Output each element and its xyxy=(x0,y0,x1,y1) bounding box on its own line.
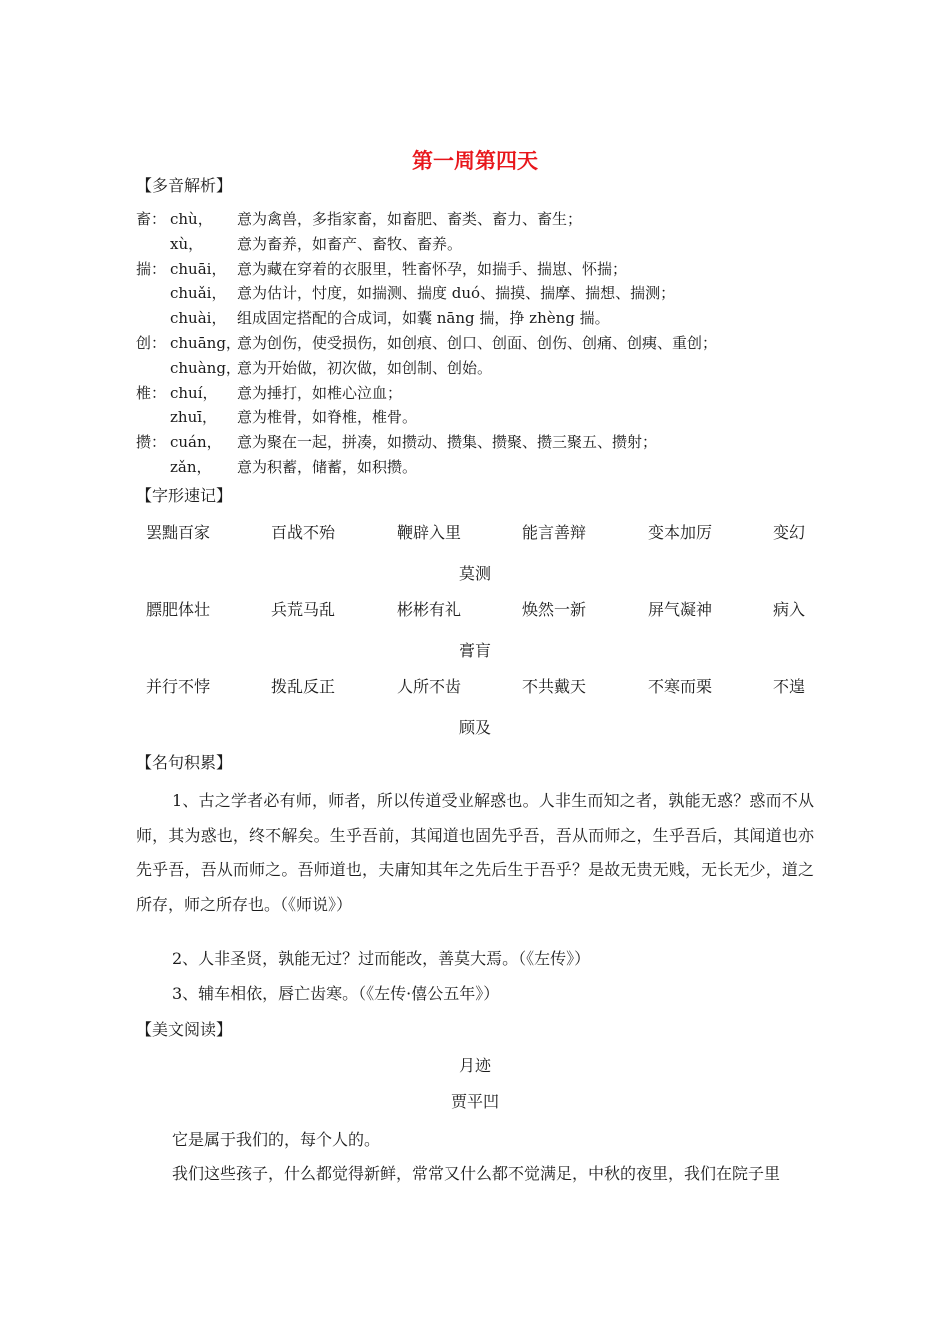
polyphone-meaning: 意为聚在一起，拼凑，如攒动、攒集、攒聚、攒三聚五、攒射； xyxy=(237,433,658,452)
idiom-item: 不共戴天 xyxy=(522,677,587,696)
polyphone-meaning: 意为藏在穿着的衣服里，牲畜怀孕，如揣手、揣崽、怀揣； xyxy=(237,259,628,278)
quote-1: 1、古之学者必有师，师者，所以传道受业解惑也。人非生而知之者，孰能无惑？惑而不从师，其为惑也，终不解矣。生乎吾前，其闻道也固先乎吾，吾从而师之，生乎吾后，其闻道也亦先乎吾，吾从而师之。吾师道也，夫庸知其年之先后生于吾乎？是故无贵无贱，无长无少，道之所存，师之所存也。（《师说》） xyxy=(136,791,814,914)
section-heading-polyphone: 【多音解析】 xyxy=(136,176,233,195)
polyphone-meaning: 意为禽兽，多指家畜，如畜肥、畜类、畜力、畜生； xyxy=(237,210,583,228)
polyphone-pinyin: chuāi， xyxy=(170,259,227,278)
article-author: 贾平凹 xyxy=(450,1092,499,1111)
page-title: 第一周第四天 xyxy=(412,148,538,173)
idiom-item: 罢黜百家 xyxy=(146,523,211,542)
section-heading-glyph: 【字形速记】 xyxy=(136,486,233,505)
polyphone-char: 畜： xyxy=(136,210,167,228)
idiom-item: 鞭辟入里 xyxy=(397,523,462,542)
polyphone-meaning: 意为创伤，使受损伤，如创痕、创口、创面、创伤、创痛、创痍、重创； xyxy=(237,334,718,352)
polyphone-pinyin: cuán， xyxy=(170,433,222,452)
polyphone-meaning: 意为畜养，如畜产、畜牧、畜养。 xyxy=(237,234,463,253)
quote-2: 2、人非圣贤，孰能无过？过而能改，善莫大焉。（《左传》） xyxy=(172,949,591,968)
idiom-item: 不寒而栗 xyxy=(648,677,713,696)
polyphone-pinyin: chuài， xyxy=(170,309,227,328)
polyphone-pinyin: zhuī， xyxy=(170,408,218,427)
polyphone-pinyin: chuǎi， xyxy=(170,284,227,303)
idiom-item: 能言善辩 xyxy=(522,523,587,542)
article-title: 月迹 xyxy=(458,1056,491,1075)
idiom-item: 屏气凝神 xyxy=(648,600,713,619)
idiom-item: 兵荒马乱 xyxy=(271,600,336,619)
polyphone-meaning: 意为捶打，如椎心泣血； xyxy=(237,383,403,402)
idiom-item: 不遑 xyxy=(773,677,806,696)
idiom-item: 百战不殆 xyxy=(271,523,336,542)
idiom-item: 人所不齿 xyxy=(397,677,462,696)
polyphone-pinyin: chuàng， xyxy=(170,358,241,377)
idiom-item: 变幻 xyxy=(773,523,806,542)
polyphone-meaning: 意为开始做，初次做，如创制、创始。 xyxy=(237,358,493,377)
polyphone-meaning: 意为积蓄，储蓄，如积攒。 xyxy=(237,458,418,476)
quote-3: 3、辅车相依，唇亡齿寒。（《左传·僖公五年》） xyxy=(172,984,500,1003)
polyphone-char: 攒： xyxy=(136,433,167,452)
article-paragraph: 它是属于我们的，每个人的。 xyxy=(172,1130,381,1149)
polyphone-meaning: 意为椎骨，如脊椎，椎骨。 xyxy=(237,408,418,427)
idiom-item-wrap: 顾及 xyxy=(458,718,491,737)
polyphone-char: 椎： xyxy=(136,383,167,402)
polyphone-pinyin: chuāng， xyxy=(170,334,241,352)
idiom-item: 膘肥体壮 xyxy=(146,600,211,619)
idiom-item: 病入 xyxy=(773,600,806,619)
idiom-item: 彬彬有礼 xyxy=(397,600,462,619)
polyphone-char: 揣： xyxy=(136,259,167,278)
section-heading-quotes: 【名句积累】 xyxy=(136,753,233,772)
polyphone-pinyin: zǎn， xyxy=(170,458,212,476)
idiom-item: 拨乱反正 xyxy=(271,677,336,696)
polyphone-pinyin: chuí， xyxy=(170,383,218,402)
polyphone-meaning: 组成固定搭配的合成词，如囊 nāng 揣，挣 zhèng 揣。 xyxy=(237,309,610,328)
polyphone-char: 创： xyxy=(136,334,167,352)
polyphone-pinyin: chù， xyxy=(170,210,213,228)
idiom-item: 并行不悖 xyxy=(146,677,211,696)
section-heading-reading: 【美文阅读】 xyxy=(136,1020,233,1039)
idiom-item: 焕然一新 xyxy=(522,600,587,619)
idiom-item-wrap: 膏肓 xyxy=(458,641,491,660)
polyphone-meaning: 意为估计，忖度，如揣测、揣度 duó、揣摸、揣摩、揣想、揣测； xyxy=(237,284,676,303)
idiom-item-wrap: 莫测 xyxy=(458,564,491,583)
article-paragraph: 我们这些孩子，什么都觉得新鲜，常常又什么都不觉满足，中秋的夜里，我们在院子里 xyxy=(172,1164,781,1183)
polyphone-pinyin: xù， xyxy=(170,234,204,253)
idiom-item: 变本加厉 xyxy=(648,523,713,542)
